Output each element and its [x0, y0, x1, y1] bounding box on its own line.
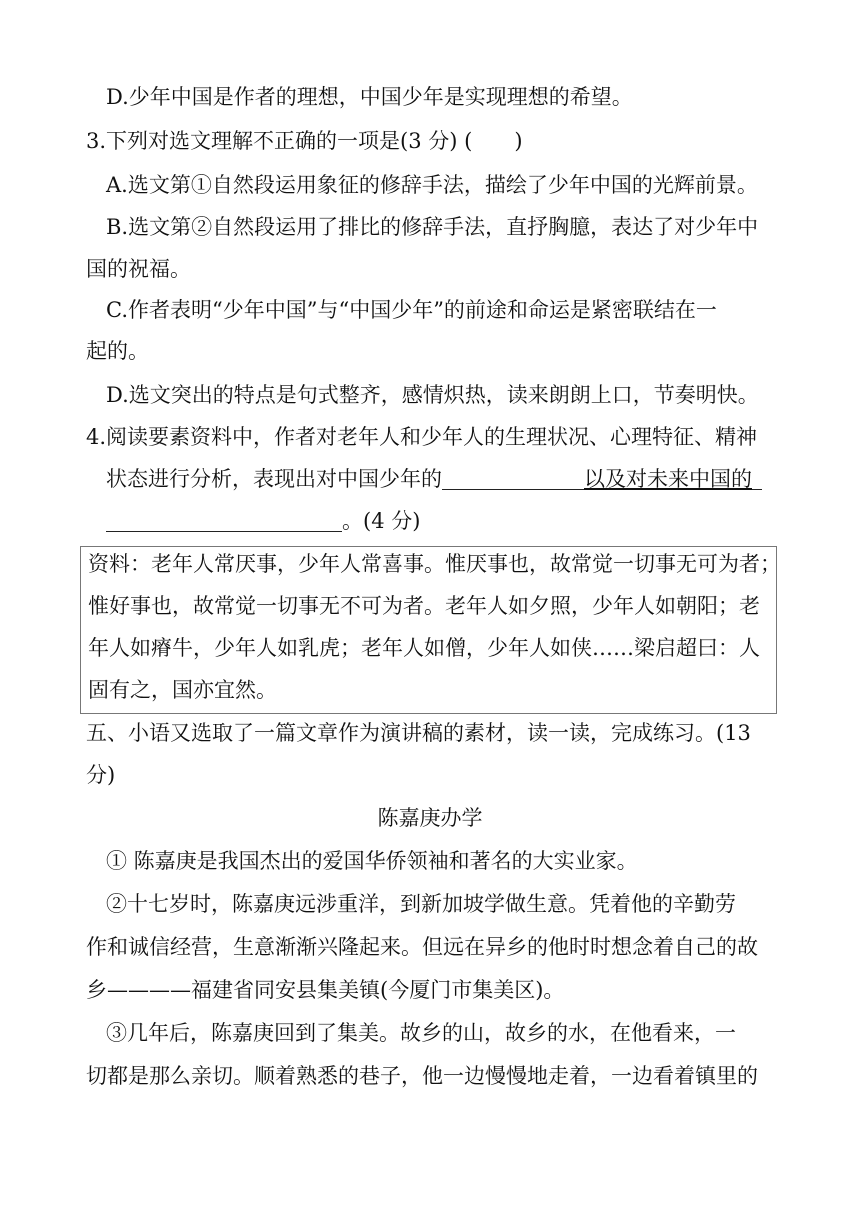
q3-stem: 3.下列对选文理解不正确的一项是(3 分) ( ) — [86, 129, 523, 153]
section5-heading-line2: 分) — [86, 763, 116, 787]
q4-line1: 4.阅读要素资料中，作者对老年人和少年人的生理状况、心理特征、精神 — [86, 425, 758, 449]
q3-option-a: A.选文第①自然段运用象征的修辞手法，描绘了少年中国的光辉前景。 — [106, 173, 758, 197]
q2-option-d: D.少年中国是作者的理想，中国少年是实现理想的希望。 — [106, 85, 633, 109]
q3-option-c-line1: C.作者表明“少年中国”与“中国少年”的前途和命运是紧密联结在一 — [106, 298, 717, 322]
material-line2: 惟好事也，故常觉一切事无不可为者。老年人如夕照，少年人如朝阳；老 — [88, 594, 760, 618]
q3-option-c-line2: 起的。 — [86, 339, 149, 363]
paragraph-3-line1: ③几年后，陈嘉庚回到了集美。故乡的山，故乡的水，在他看来，一 — [106, 1021, 736, 1045]
q4-line2-before: 状态进行分析，表现出对中国少年的 — [106, 467, 442, 491]
q4-line3 — [106, 506, 420, 536]
q4-line3-after: 。(4 分) — [342, 509, 421, 533]
article-title: 陈嘉庚办学 — [377, 806, 483, 830]
paragraph-3-line2: 切都是那么亲切。顺着熟悉的巷子，他一边慢慢地走着，一边看着镇里的 — [86, 1064, 758, 1088]
q3-option-d: D.选文突出的特点是句式整齐，感情炽热，读来朗朗上口，节奏明快。 — [106, 383, 759, 407]
material-line4: 固有之，国亦宜然。 — [88, 678, 277, 702]
paragraph-1: ① 陈嘉庚是我国杰出的爱国华侨领袖和著名的大实业家。 — [106, 849, 638, 873]
paragraph-2-line3: 乡————福建省同安县集美镇(今厦门市集美区)。 — [86, 978, 565, 1002]
q4-blank-1[interactable] — [442, 465, 584, 490]
q4-line2-mid: 以及对未来中国的 — [584, 467, 752, 491]
material-line3: 年人如瘠牛，少年人如乳虎；老年人如僧，少年人如侠……梁启超曰：人 — [88, 636, 760, 660]
q4-blank-2[interactable] — [106, 507, 342, 532]
paragraph-2-line1: ②十七岁时，陈嘉庚远涉重洋，到新加坡学做生意。凭着他的辛勤劳 — [106, 892, 736, 916]
q3-option-b-line2: 国的祝福。 — [86, 257, 191, 281]
section5-heading-line1: 五、小语又选取了一篇文章作为演讲稿的素材，读一读，完成练习。(13 — [86, 721, 751, 745]
q4-blank-2-start[interactable] — [752, 465, 762, 490]
paragraph-2-line2: 作和诚信经营，生意渐渐兴隆起来。但远在异乡的他时时想念着自己的故 — [86, 935, 758, 959]
material-line1: 资料：老年人常厌事，少年人常喜事。惟厌事也，故常觉一切事无可为者； — [88, 552, 781, 576]
q4-line2 — [106, 464, 762, 494]
q3-option-b-line1: B.选文第②自然段运用了排比的修辞手法，直抒胸臆，表达了对少年中 — [106, 215, 759, 239]
